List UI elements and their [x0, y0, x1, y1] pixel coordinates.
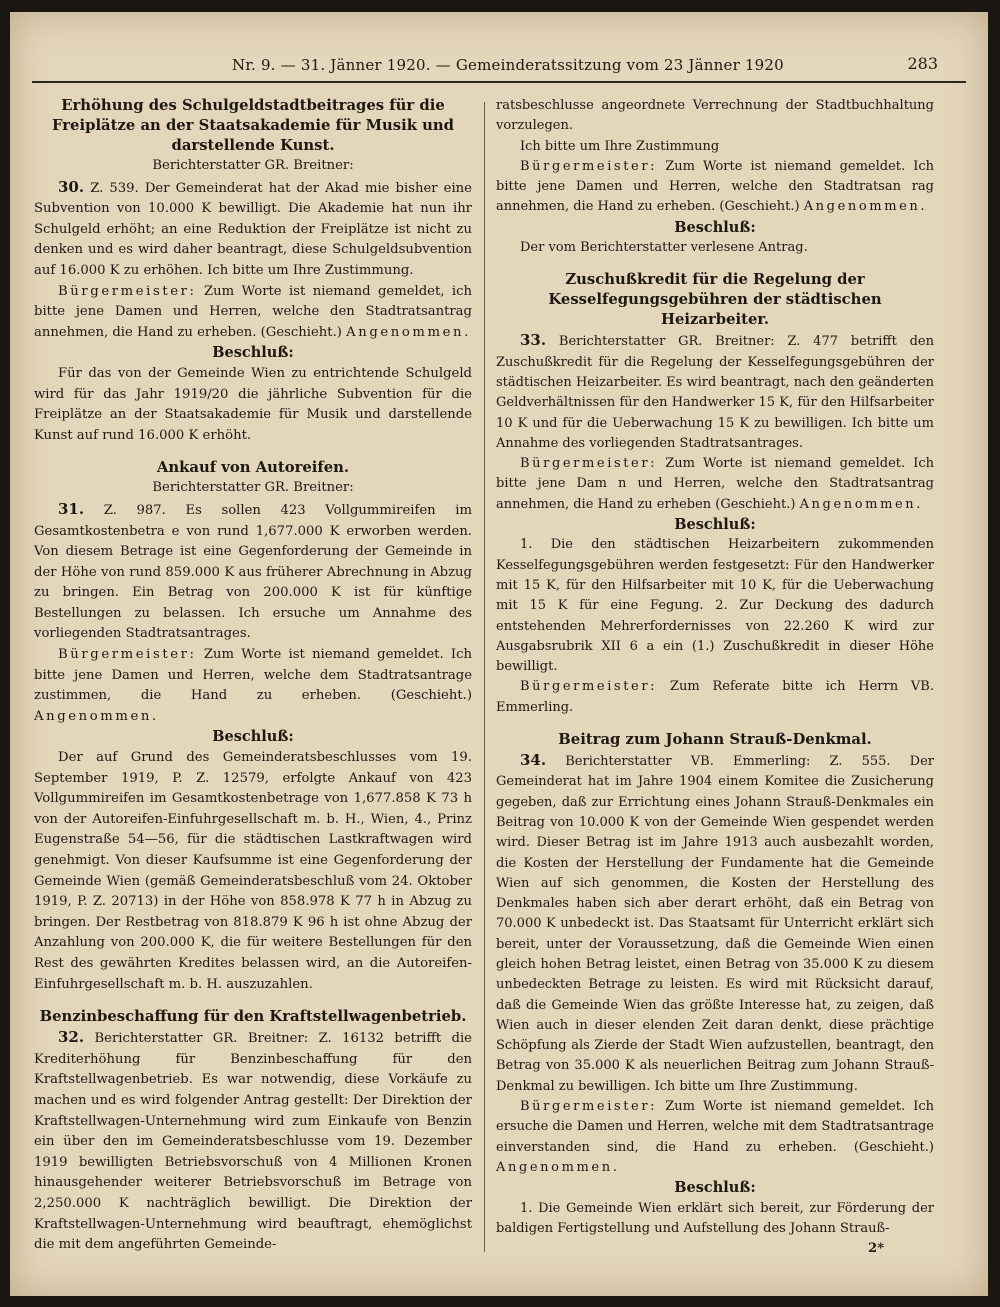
accepted-label: Angenommen.: [346, 324, 471, 340]
section-32-title: Benzinbeschaffung für den Kraftstellwagenbetrieb.: [39, 1008, 467, 1026]
section-30-body: [34, 177, 472, 282]
section-32-beschluss: Beschluß:: [674, 218, 756, 236]
accepted-label: Angenommen.: [496, 1159, 620, 1175]
section-30-decision: Für das von der Gemeinde Wien zu entrichtende Schulgeld wird für das Jahr 1919/20 die jährliche Subvention für die Freiplätze an der Staatsakademie für Musik und darstellende Kunst auf rund 16.000 K erhöht.: [34, 365, 472, 443]
section-31-text: Z. 987. Es sollen 423 Vollgummireifen im Gesamtkostenbetra e von rund 1,677.000 K erworben werden. Von diesem Betrage ist eine Gegenforderung der Gemeinde in der Höhe von rund 859.000 K aus früherer Abrechnung in Abzug zu bringen. Ein Betrag von 200.000 K ist für künftige Bestellungen zu belassen. Ich ersuche um Annahme des vorliegenden Stadtratsantrages.: [34, 502, 472, 642]
section-30-reporter: Berichterstatter GR. Breitner:: [152, 158, 354, 173]
mayor-text: Zum Worte ist niemand gemeldet. Ich bitte jene Damen und Herren, welche den Stadtratsan rag annehmen, die Hand zu erheben. (Geschieht.): [496, 158, 934, 215]
mayor-text: Zum Referate bitte ich Herrn VB. Emmerling.: [496, 679, 934, 715]
mayor-label: Bürgermeister:: [58, 283, 197, 299]
section-33-beschluss: Beschluß:: [674, 516, 756, 534]
accepted-label: Angenommen.: [34, 708, 159, 724]
section-33-title: Zuschußkredit für die Regelung der Kesselfegungsgebühren der städtischen Heizarbeiter.: [548, 271, 882, 329]
newspaper-page: [10, 12, 988, 1296]
section-32-reporter: Berichterstatter GR. Breitner:: [94, 1031, 309, 1047]
section-32-text: Z. 16132 betrifft die Krediterhöhung für Benzinbeschaffung für den Kraftstellwagenbetrieb. Es war notwendig, diese Vorkäufe zu machen und es wird folgender Antrag gestellt: Der Direktion der Kraftstellwagen-Unternehmung wird zum Einkaufe von Benzin ein über den im Gemeinderatsbeschlusse vom 19. Dezember 1919 bewilligten Betriebsvorschuß von 4 Millionen Kronen hinausgehender weiterer Betriebsvorschuß im Betrage von 2,250.000 K nachträglich bewilligt. Die Direktion der Kraftstellwagen-Unternehmung wird beauftragt, ehemöglichst die mit dem angeführten Gemeinde-: [34, 1031, 472, 1253]
section-33-mayor: [496, 454, 934, 515]
accepted-label: Angenommen.: [803, 199, 928, 215]
section-31-title: Ankauf von Autoreifen.: [156, 459, 350, 477]
right-column: [496, 96, 934, 1259]
mayor-text: Zum Worte ist niemand gemeldet. Ich ersuche die Damen und Herren, welche mit dem Stadtratsantrage einverstanden sind, die Hand zu erheben. (Geschieht.): [496, 1099, 934, 1155]
section-31-body: [34, 499, 472, 645]
section-30-title: Erhöhung des Schulgeldstadtbeitrages für die Freiplätze an der Staatsakademie für Musik und darstellende Kunst.: [52, 97, 454, 154]
mayor-label: Bürgermeister:: [520, 1099, 658, 1115]
section-31-number: 31.: [58, 499, 85, 518]
section-31-mayor: [34, 645, 472, 727]
running-title: Nr. 9. — 31. Jänner 1920. — Gemeinderatssitzung vom 23 Jänner 1920: [232, 56, 784, 74]
section-31-beschluss: Beschluß:: [212, 728, 294, 746]
section-30-beschluss: Beschluß:: [212, 344, 294, 362]
page-header: [10, 54, 988, 80]
section-32-zustimmung: Ich bitte um Ihre Zustimmung: [520, 138, 720, 154]
mayor-text: Zum Worte ist niemand gemeldet. Ich bitte jene Dam n und Herren, welche den Stadtratsantrag annehmen, die Hand zu erheben (Geschieht.): [496, 456, 934, 512]
mayor-label: Bürgermeister:: [520, 158, 658, 174]
section-32-mayor: [496, 157, 934, 218]
section-31-reporter: Berichterstatter GR. Breitner:: [152, 480, 354, 496]
section-34-body: [496, 750, 934, 1097]
section-33-text: Z. 477 betrifft den Zuschußkredit für die Regelung der Kesselfegungsgebühren der städtischen Heizarbeiter. Es wird beantragt, nach den geänderten Geldverhältnissen für den Handwerker 15 K, für den Hilfsarbeiter 10 K und für die Ueberwachung 15 K zu bewilligen. Ich bitte um Annahme des vorliegenden Stadtratsantrages.: [496, 334, 934, 451]
section-33-body: [496, 330, 934, 454]
section-34-number: 34.: [520, 751, 547, 770]
signature-mark: 2*: [868, 1241, 884, 1257]
header-rule: [32, 81, 966, 83]
section-34-decision: 1. Die Gemeinde Wien erklärt sich bereit, zur Förderung der baldigen Fertigstellung und Aufstellung des Johann Strauß-: [496, 1200, 934, 1236]
mayor-label: Bürgermeister:: [520, 456, 658, 472]
mayor-label: Bürgermeister:: [58, 647, 197, 663]
mayor-text: Zum Worte ist niemand gemeldet. Ich bitte jene Damen und Herren, welche dem Stadtratsantrage zustimmen, die Hand zu erheben. (Geschieht.): [34, 647, 472, 704]
section-32-body: [34, 1027, 472, 1256]
section-33-decision: 1. Die den städtischen Heizarbeitern zukommenden Kesselfegungsgebühren werden festgesetzt: Für den Handwerker mit 15 K, für den Hilfsarbeiter mit 10 K, für die Ueberwachung mit 15 K für eine Fegung. 2. Zur Deckung des dadurch entstehenden Mehrerfordernisses von 22.260 K wird zur Ausgabsrubrik XII 6 a ein (1.) Zuschußkredit in dieser Höhe bewilligt.: [496, 537, 934, 675]
section-33-reporter: Berichterstatter GR. Breitner:: [558, 334, 775, 350]
section-34-title: Beitrag zum Johann Strauß-Denkmal.: [558, 731, 872, 749]
column-rule: [484, 102, 485, 1252]
left-column: [34, 96, 472, 1256]
section-34-beschluss: Beschluß:: [674, 1179, 756, 1197]
section-31-decision: Der auf Grund des Gemeinderatsbeschlusses vom 19. September 1919, P. Z. 12579, erfolgte Ankauf von 423 Vollgummireifen im Gesamtkostenbetrage von 1,677.858 K 73 h von der Autoreifen-Einfuhrgesellschaft m. b. H., Wien, 4., Prinz Eugenstraße 54—56, für die städtischen Lastkraftwagen wird genehmigt. Von dieser Kaufsumme ist eine Gegenforderung der Gemeinde Wien (gemäß Gemeinderatsbeschluß vom 24. Oktober 1919, P. Z. 20713) in der Höhe von 858.978 K 77 h in Abzug zu bringen. Der Restbetrag von 818.879 K 96 h ist ohne Abzug der Anzahlung von 200.000 K, die für weitere Bestellungen für den Rest des gewährten Kredites belassen wird, an die Autoreifen-Einfuhrgesellschaft m. b. H. auszuzahlen.: [34, 750, 472, 992]
section-30-mayor: [34, 282, 472, 344]
section-32-decision: Der vom Berichterstatter verlesene Antrag.: [520, 240, 808, 256]
section-34-text: Z. 555. Der Gemeinderat hat im Jahre 1904 einem Komitee die Zusicherung gegeben, daß zur Errichtung eines Johann Strauß-Denkmales ein Beitrag von 10.000 K von der Gemeinde Wien gespendet werden wird. Dieser Betrag ist im Jahre 1913 auch ausbezahlt worden, die Kosten der Herstellung der Fundamente hat die Gemeinde Wien auf sich genommen, die Kosten der Herstellung des Denkmales haben sich aber derart erhöht, daß ein Betrag von 70.000 K unbedeckt ist. Das Staatsamt für Unterricht erklärt sich bereit, unter der Voraussetzung, daß die Gemeinde Wien einen gleich hohen Betrag leistet, einen Betrag von 35.000 K zu diesem unbedeckten Betrage zu leisten. Es wird mit Rücksicht darauf, daß die Gemeinde Wien das größte Interesse hat, zu zeigen, daß Wien auch in dieser elenden Zeit daran denkt, diese prächtige Schöpfung als Zierde der Stadt Wien aufzustellen, beantragt, den Betrag von 35.000 K als neuerlichen Beitrag zum Johann Strauß-Denkmal zu bewilligen. Ich bitte um Ihre Zustimmung.: [496, 754, 934, 1094]
section-32-number: 32.: [58, 1028, 85, 1047]
mayor-text: Zum Worte ist niemand gemeldet, ich bitte jene Damen und Herren, welche den Stadtratsantrag annehmen, die Hand zu erheben. (Geschieht.): [34, 283, 472, 340]
accepted-label: Angenommen.: [799, 496, 923, 512]
page-number: 283: [907, 54, 938, 73]
section-30-text: Z. 539. Der Gemeinderat hat der Akad mie bisher eine Subvention von 10.000 K bewilligt. Die Akademie hat nun ihr Schulgeld erhöht; an eine Reduktion der Freiplätze ist nicht zu denken und es wird daher beantragt, diese Schulgeldsubvention auf 16.000 K zu erhöhen. Ich bitte um Ihre Zustimmung.: [34, 180, 472, 278]
mayor-label: Bürgermeister:: [520, 679, 658, 695]
section-32-continued: ratsbeschlusse angeordnete Verrechnung der Stadtbuchhaltung vorzulegen.: [496, 98, 934, 134]
section-34-reporter: Berichterstatter VB. Emmerling:: [565, 754, 811, 770]
section-33-mayor-2: [496, 677, 934, 718]
section-30-number: 30.: [58, 177, 85, 196]
section-33-number: 33.: [520, 331, 547, 350]
section-34-mayor: [496, 1097, 934, 1178]
